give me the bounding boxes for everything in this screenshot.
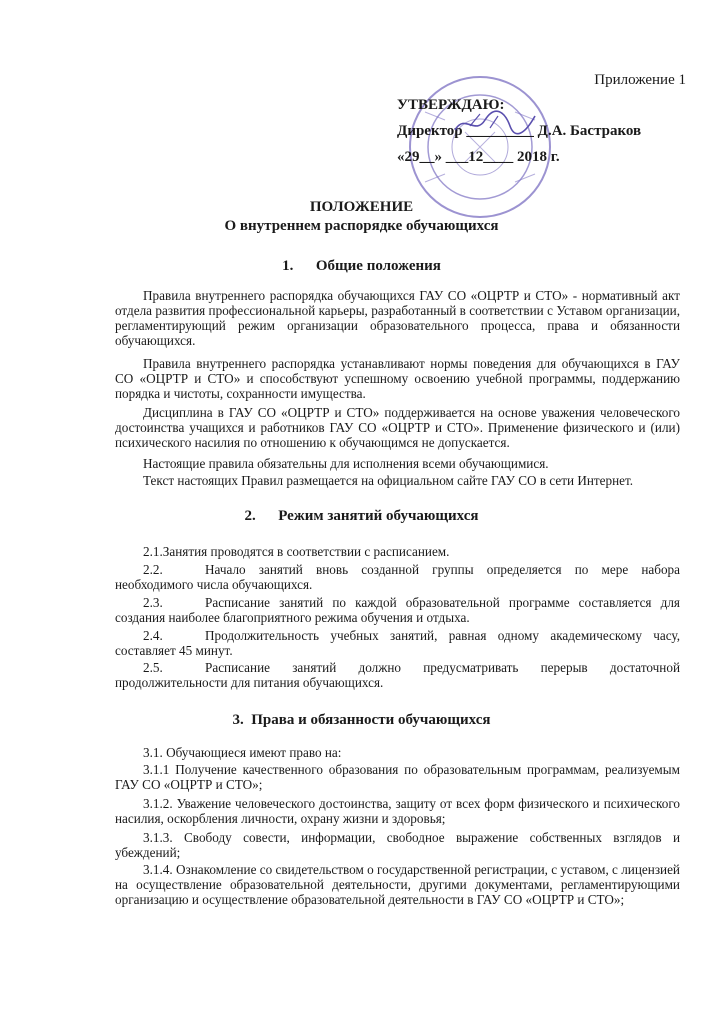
item-text: Расписание занятий по каждой образовательной программе составляется для создания наиболее благоприятного режима обучения и отдыха.: [115, 595, 680, 625]
section-2-heading: 2. Режим занятий обучающихся: [244, 508, 479, 524]
section-2-item: 2.1.Занятия проводятся в соответствии с расписанием.: [143, 544, 450, 559]
section-3-item: 3.1.1 Получение качественного образования по образовательным программам, реализуемым ГАУ СО «ОЦРТР и СТО»;: [115, 762, 680, 792]
section-3-item: 3.1.2. Уважение человеческого достоинства, защиту от всех форм физического и психического насилия, оскорбления личности, охрану жизни и здоровья;: [115, 796, 680, 826]
section-2-item: [115, 628, 680, 658]
appendix-label: Приложение 1: [594, 72, 686, 88]
item-number: 2.5.: [143, 660, 163, 675]
section-3-heading: 3. Права и обязанности обучающихся: [232, 712, 491, 728]
section-3-item: 3.1.4. Ознакомление со свидетельством о государственной регистрации, с уставом, с лицензией на осуществление образовательной деятельности, другими документами, регламентирующими организацию и осуществление образовательной деятельности в ГАУ СО «ОЦРТР и СТО»;: [115, 862, 680, 907]
section-1-paragraph: Правила внутреннего распорядка устанавливают нормы поведения для обучающихся в ГАУ СО «ОЦРТР и СТО» и способствуют успешному освоению учебной программы, поддержанию порядка и чистоты, сохранности имущества.: [115, 356, 680, 401]
section-1-paragraph: Текст настоящих Правил размещается на официальном сайте ГАУ СО в сети Интернет.: [143, 473, 634, 488]
document-title: ПОЛОЖЕНИЕ: [309, 199, 414, 215]
section-3-item: 3.1.3. Свободу совести, информации, свободное выражение собственных взглядов и убеждений;: [115, 830, 680, 860]
item-text: Расписание занятий должно предусматривать перерыв достаточной продолжительности для питания обучающихся.: [115, 660, 680, 690]
section-1-heading: 1. Общие положения: [282, 258, 441, 274]
date-line: «29__» ___12____ 2018 г.: [397, 149, 560, 165]
section-3-item: 3.1. Обучающиеся имеют право на:: [143, 745, 342, 760]
item-text: Продолжительность учебных занятий, равная одному академическому часу, составляет 45 минут.: [115, 628, 680, 658]
section-1-paragraph: Правила внутреннего распорядка обучающихся ГАУ СО «ОЦРТР и СТО» - нормативный акт отдела развития профессиональной карьеры, разработанный в соответствии с Уставом организации, регламентирующий режим организации образовательного процесса, права и обязанности обучающихся.: [115, 288, 680, 348]
director-line: Директор _________ Д.А. Бастраков: [397, 123, 642, 139]
section-1-paragraph: Настоящие правила обязательны для исполнения всеми обучающимися.: [143, 456, 549, 471]
item-number: 2.4.: [143, 628, 163, 643]
section-1-paragraph: Дисциплина в ГАУ СО «ОЦРТР и СТО» поддерживается на основе уважения человеческого достоинства учащихся и работников ГАУ СО «ОЦРТР и СТО». Применение физического и (или) психического насилия по отношению к обучающимся не допускается.: [115, 405, 680, 450]
document-subtitle: О внутреннем распорядке обучающихся: [224, 218, 499, 234]
section-2-item: [115, 562, 680, 592]
item-text: Начало занятий вновь созданной группы определяется по мере набора необходимого числа обучающихся.: [115, 562, 680, 592]
director-signature: [450, 108, 540, 138]
approve-line: УТВЕРЖДАЮ:: [397, 97, 505, 113]
item-number: 2.3.: [143, 595, 163, 610]
item-number: 2.2.: [143, 562, 163, 577]
section-2-item: [115, 595, 680, 625]
section-2-item: [115, 660, 680, 690]
